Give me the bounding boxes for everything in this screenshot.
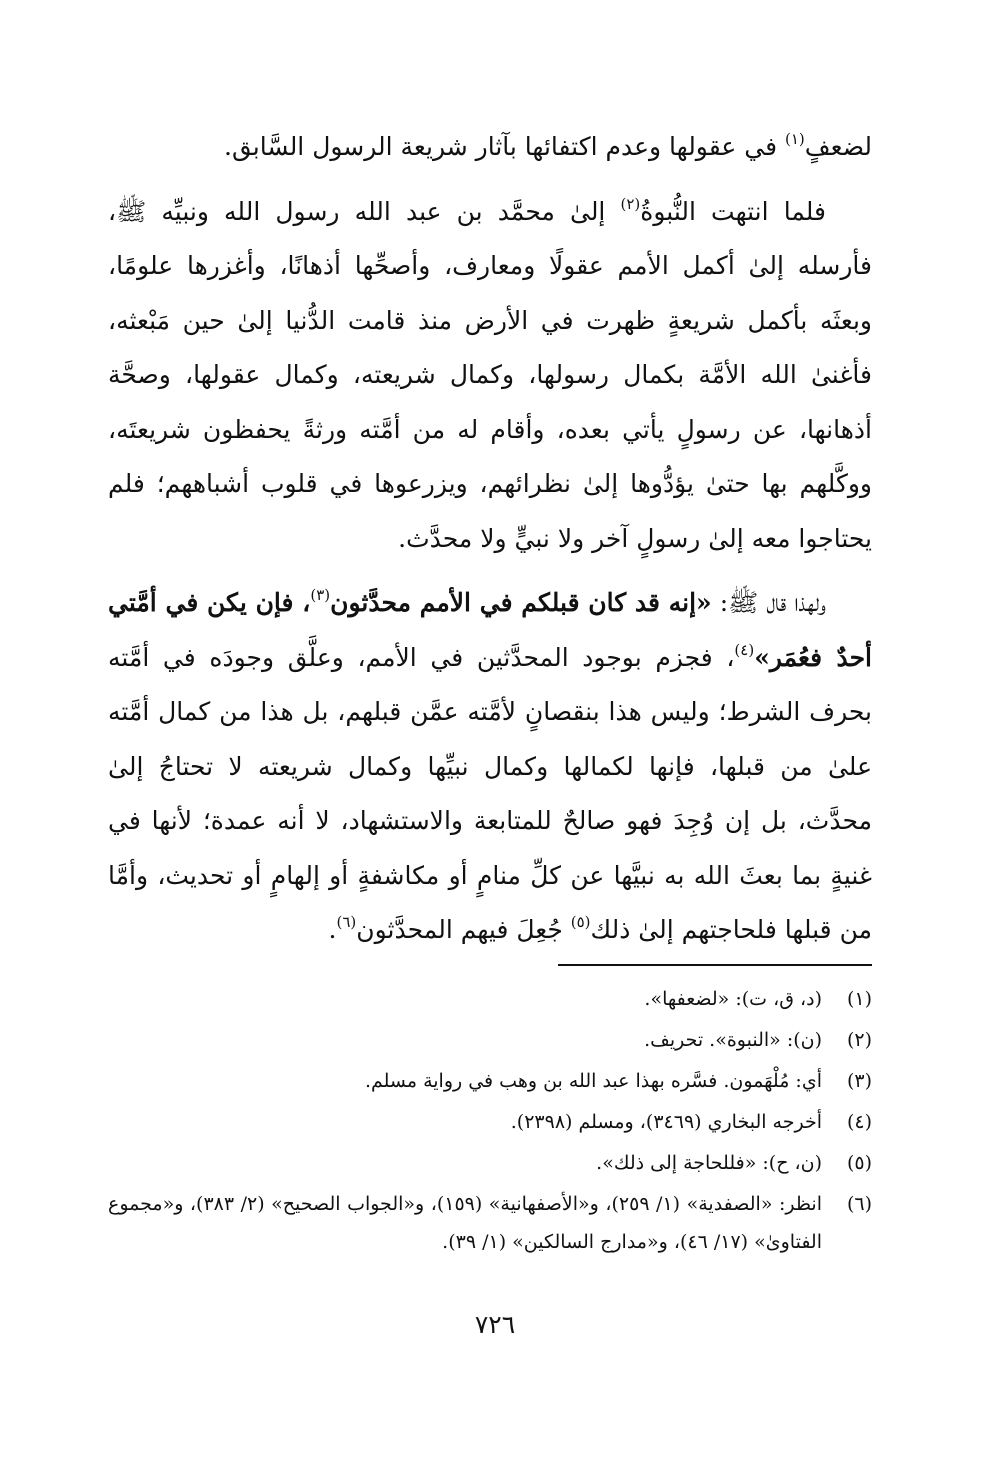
paragraph-text: ولهذا قال ﷺ: — [711, 588, 826, 617]
footnote-5 — [108, 1144, 872, 1182]
hadith-quote: ، فإن يكن في أمَّتي أحدٌ فعُمَر» — [108, 588, 872, 672]
footnote-number: (٢) — [846, 1029, 872, 1051]
paragraph-text: لضعفٍ — [804, 132, 872, 161]
footnote-3 — [108, 1062, 872, 1100]
footnote-text: أخرجه البخاري (٣٤٦٩)، ومسلم (٢٣٩٨). — [510, 1111, 822, 1133]
footnote-1 — [108, 980, 872, 1018]
footnote-reference: (٣) — [310, 586, 331, 604]
footnote-reference: (٦) — [336, 913, 357, 931]
paragraph-text: في عقولها وعدم اكتفائها بآثار شريعة الرسول السَّابق. — [224, 132, 785, 161]
paragraph-text: إلىٰ محمَّد بن عبد الله رسول الله ونبيِّه ﷺ، فأرسله إلىٰ أكمل الأمم عقولًا ومعارف، وأصحِّها أذهانًا، وأغزرها علومًا، وبعثَه بأكمل شريعةٍ ظهرت في الأرض منذ قامت الدُّنيا إلىٰ حين مَبْعثه، فأغنىٰ الله الأمَّة بكمال رسولها، وكمال شريعته، وكمال عقولها، وصحَّة أذهانها، عن رسولٍ يأتي بعده، وأقام له من أمَّته ورثةً يحفظون شريعتَه، ووكَّلهم بها حتىٰ يؤدُّوها إلىٰ نظرائهم، ويزرعوها في قلوب أشباههم؛ فلم يحتاجوا معه إلىٰ رسولٍ آخر ولا نبيٍّ ولا محدَّث. — [108, 196, 872, 553]
paragraph-2 — [108, 185, 872, 567]
footnote-reference: (٤) — [734, 640, 755, 659]
footnote-text: (ن، ح): «فللحاجة إلى ذلك». — [596, 1152, 822, 1174]
footnote-4 — [108, 1103, 872, 1141]
footnote-text: (ن): «النبوة». تحريف. — [644, 1029, 822, 1051]
footnote-reference: (٥) — [570, 913, 591, 931]
paragraph-text: فلما انتهت النُّبوةُ — [640, 196, 826, 226]
paragraph-text: جُعِلَ فيهم المحدَّثون — [356, 915, 571, 944]
main-text — [108, 120, 872, 958]
paragraph-text: . — [328, 915, 337, 944]
footnote-2 — [108, 1021, 872, 1059]
footnote-number: (٤) — [846, 1111, 872, 1133]
paragraph-1 — [108, 120, 872, 175]
footnote-text: (د، ق، ت): «لضعفها». — [644, 988, 822, 1010]
footnote-number: (٦) — [846, 1193, 872, 1215]
footnote-separator — [558, 964, 872, 966]
paragraph-text: ، فجزم بوجود المحدَّثين في الأمم، وعلَّق وجودَه في أمَّته بحرف الشرط؛ وليس هذا بنقصانٍ لأمَّته عمَّن قبلهم، بل هذا من كمال أمَّته علىٰ من قبلها، فإنها لكمالها وكمال نبيِّها وكمال شريعته لا تحتاجُ إلىٰ محدَّث، بل إن وُجِدَ فهو صالحٌ للمتابعة والاستشهاد، لا أنه عمدة؛ لأنها في غنيةٍ بما بعثَ الله به نبيَّها عن كلِّ منامٍ أو مكاشفةٍ أو إلهامٍ أو تحديث، وأمَّا من قبلها فلحاجتهم إلىٰ ذلك — [108, 642, 872, 944]
hadith-quote: «إنه قد كان قبلكم في الأمم محدَّثون — [330, 588, 712, 617]
page-number: ٧٢٦ — [474, 1310, 516, 1339]
footnote-text: أي: مُلْهَمون. فسَّره بهذا عبد الله بن وهب في رواية مسلم. — [364, 1070, 822, 1092]
footnote-number: (٥) — [846, 1152, 872, 1174]
footnote-6 — [108, 1185, 872, 1261]
footnote-number: (٣) — [846, 1070, 872, 1092]
footnote-number: (١) — [846, 988, 872, 1010]
paragraph-3 — [108, 576, 872, 958]
footnote-reference: (١) — [784, 130, 805, 148]
footnote-reference: (٢) — [620, 194, 641, 213]
footnote-text: انظر: «الصفدية» (١/ ٢٥٩)، و«الأصفهانية» (١٥٩)، و«الجواب الصحيح» (٢/ ٣٨٣)، و«مجموع الفتاوىٰ» (١٧/ ٤٦)، و«مدارج السالكين» (١/ ٣٩). — [108, 1193, 822, 1253]
footnotes — [108, 980, 872, 1264]
